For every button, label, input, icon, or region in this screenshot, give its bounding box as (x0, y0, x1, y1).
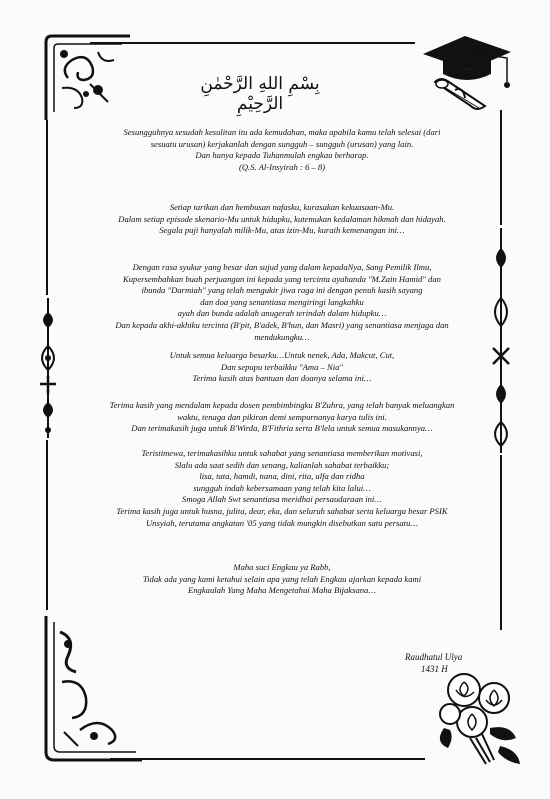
paragraph-line: Dan sepupu terbaikku "Ama – Nia" (220, 361, 344, 372)
signature-year: 1431 H (421, 664, 448, 674)
paragraph-line: Dengan rasa syukur yang besar dan sujud yang dalam kepadaNya, Sang Pemilik Ilmu, (132, 262, 432, 272)
paragraph-line: Dan terimakasih juga untuk B'Wirda, B'Fithria serta B'lela untuk semua masukannya… (131, 423, 433, 434)
paragraph-line: Maha suci Engkau ya Rabb, (233, 562, 331, 572)
corner-flourish-icon (38, 612, 148, 768)
paragraph-line: Terima kasih atas bantuan dan doanya selama ini… (192, 373, 372, 384)
quote-line: Sesungguhnya sesudah kesulitan itu ada kemudahan, maka apabila kamu telah selesai (dari (123, 127, 441, 137)
rose-bouquet-icon (430, 668, 526, 768)
paragraph-line: Terima kasih yang mendalam kepada dosen pembimbingku B'Zuhra, yang telah banyak meluangkan (109, 400, 455, 410)
paragraph-line: ibunda "Darmiah" yang telah mengukir jiwa raga ini dengan penuh kasih sayang (141, 285, 423, 296)
paragraph-line: lisa, tata, hamdi, nana, dini, rita, ulfa dan ridha (199, 471, 365, 482)
frame-right-line-upper (500, 110, 502, 225)
dedication-paragraph-supervisor (72, 400, 492, 435)
graduation-cap-diploma-icon (415, 28, 525, 110)
quote-reference: (Q.S. Al-Insyirah : 6 – 8) (238, 161, 325, 172)
paragraph-line: Tidak ada yang kami ketahui selain apa yang telah Engkau ajarkan kepada kami (142, 573, 422, 584)
paragraph-line: Setiap tarikan dan hembusan nafasku, kurasakan kekuasaan-Mu. (169, 202, 395, 212)
paragraph-line: Slalu ada saat sedih dan senang, kalianlah sahabat terbaikku; (174, 459, 390, 470)
quran-quote (72, 127, 492, 173)
signature-name: Raudhatul Ulya (405, 652, 463, 662)
paragraph-line: waktu, tenaga dan pikiran demi sempurnanya karya tulis ini. (177, 411, 387, 422)
dedication-paragraph-gratitude (72, 202, 492, 237)
paragraph-line: sungguh indah kebersamaan yang telah kita lalui… (193, 482, 371, 493)
side-ornament-icon (36, 298, 60, 438)
frame-left-line-upper (46, 120, 48, 295)
paragraph-line: Unsyiah, terutama angkatan '05 yang tidak mungkin disebutkan satu persatu… (145, 517, 419, 528)
frame-right-line-lower (500, 455, 502, 630)
paragraph-line: Segala puji hanyalah milik-Mu, atas izin-Mu, kuraih kemenangan ini… (159, 225, 405, 236)
paragraph-line: Smoga Allah Swt senantiasa meridhai persaudaraan ini… (182, 494, 382, 505)
quote-line: sesuatu urusan) kerjakanlah dengan sungguh – sungguh (urusan) yang lain. (150, 138, 414, 149)
paragraph-line: Dalam setiap episode skenario-Mu untuk hidupku, kutemukan kedalaman hikmah dan hidayah. (118, 213, 446, 224)
paragraph-line: Teristimewa, terimakasihku untuk sahabat yang senantiasa memberikan motivasi, (141, 448, 423, 458)
signature (405, 651, 495, 675)
paragraph-line: mendukungku… (254, 331, 310, 342)
frame-left-line-lower (46, 440, 48, 610)
paragraph-line: dan doa yang senantiasa mengiringi langkahku (200, 296, 364, 307)
quote-line: Dan hanya kepada Tuhanmulah engkau berharap. (195, 150, 369, 161)
paragraph-line: Terima kasih juga untuk husna, julita, dear, eka, dan seluruh sahabat serta keluarga besar PSIK (116, 505, 448, 516)
paragraph-line: Kupersembahkan buah perjuangan ini kepada yang tercinta ayahanda "M.Zain Hamid" dan (123, 273, 441, 284)
paragraph-line: Dan kepada akhi-akhiku tercinta (B'pit, B'adek, B'hun, dan Masri) yang senantiasa menjaga dan (115, 319, 449, 330)
corner-flourish-icon (38, 28, 138, 128)
dedication-paragraph-parents (72, 262, 492, 343)
frame-top-line (90, 42, 415, 44)
dedication-paragraph-family (72, 350, 492, 385)
dedication-paragraph-friends (72, 448, 492, 529)
paragraph-line: ayah dan bunda adalah anugerah terindah dalam hidupku… (177, 308, 387, 319)
dedication-paragraph-closing (72, 562, 492, 597)
paragraph-line: Untuk semua keluarga besarku…Untuk nenek, Ada, Makcut, Cut, (169, 350, 395, 360)
paragraph-line: Engkaulah Yang Maha Mengetahui Maha Bijaksana… (187, 585, 376, 596)
bismillah-calligraphy: بِسْمِ اللهِ الرَّحْمٰنِ الرَّحِيْمِ (200, 74, 320, 114)
frame-bottom-line (110, 758, 425, 760)
side-ornament-icon (489, 228, 513, 453)
